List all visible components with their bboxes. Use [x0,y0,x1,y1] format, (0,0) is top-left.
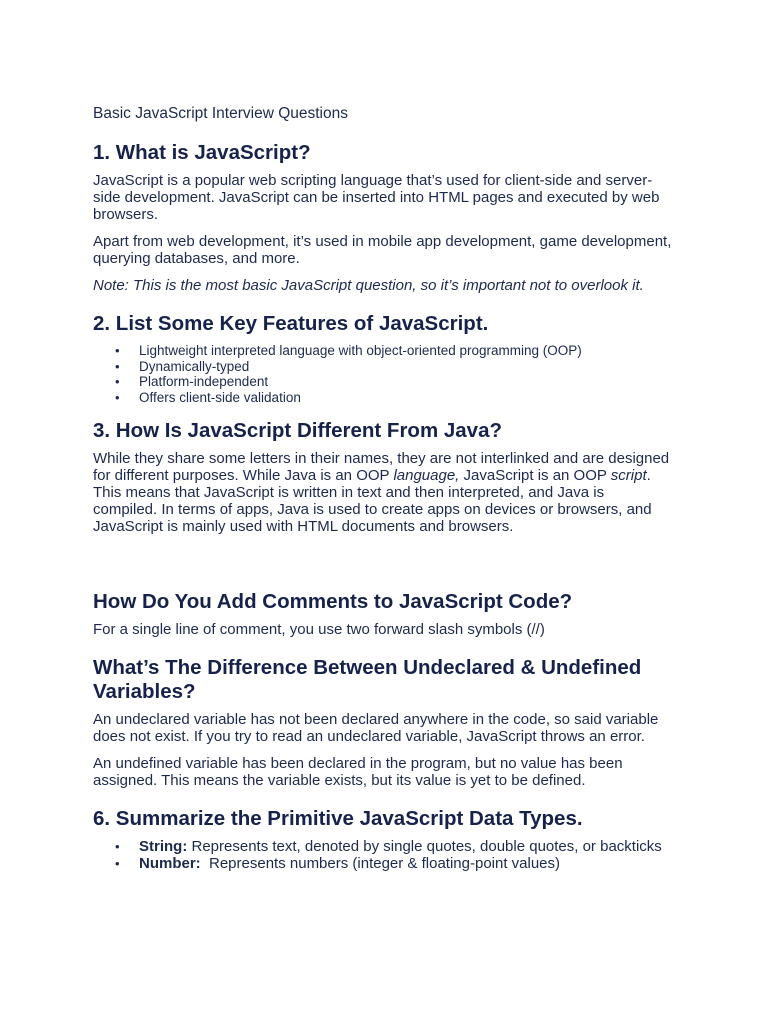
section-key-features [93,312,672,405]
emphasis-script: script [610,467,647,484]
heading-js-vs-java: 3. How Is JavaScript Different From Java? [93,419,502,442]
text-run: While they share some letters in their names, they are not interlinked and are designed for different purposes. While Java is an OOP [93,450,670,484]
paragraph-js-uses: Apart from web development, it’s used in mobile app development, game development, querying databases, and more. [93,233,672,267]
note-basic-question: Note: This is the most basic JavaScript question, so it’s important not to overlook it. [93,277,644,294]
list-item: • Dynamically-typed [139,359,672,375]
list-item: • Platform-independent [139,374,672,390]
paragraph-undeclared: An undeclared variable has not been declared anywhere in the code, so said variable does not exist. If you try to read an undeclared variable, JavaScript throws an error. [93,711,659,745]
heading-comments: How Do You Add Comments to JavaScript Code? [93,590,573,613]
list-item [139,855,672,872]
section-undeclared-undefined [93,656,672,789]
paragraph-js-vs-java [93,450,672,535]
heading-what-is-javascript: 1. What is JavaScript? [93,141,311,164]
section-what-is-javascript [93,141,672,294]
list-item: • Offers client-side validation [139,390,672,406]
spacer [93,545,672,590]
paragraph-comments: For a single line of comment, you use two forward slash symbols (//) [93,621,545,638]
text-run: . This means that JavaScript is written in text and then interpreted, and Java is compiled. In terms of apps, Java is used to create apps on devices or browsers, and JavaScript is mainly used with HTML documents and browsers. [93,467,652,535]
heading-primitive-types: 6. Summarize the Primitive JavaScript Data Types. [93,807,583,830]
emphasis-language: language, [393,467,460,484]
paragraph-js-definition: JavaScript is a popular web scripting language that’s used for client-side and server-side development. JavaScript can be inserted into HTML pages and executed by web browsers. [93,172,660,223]
term-number: Number: [139,855,201,872]
section-comments [93,590,672,638]
list-item [139,838,672,855]
desc-number: Represents numbers (integer & floating-point values) [200,855,561,872]
document-title: Basic JavaScript Interview Questions [93,105,348,122]
text-run: JavaScript is an OOP [459,467,611,484]
paragraph-undefined: An undefined variable has been declared in the program, but no value has been assigned. This means the variable exists, but its value is yet to be defined. [93,755,623,789]
heading-undeclared-undefined: What’s The Difference Between Undeclared & Undefined Variables? [93,656,642,703]
list-item: • Lightweight interpreted language with object-oriented programming (OOP) [139,343,672,359]
heading-key-features: 2. List Some Key Features of JavaScript. [93,312,489,335]
section-js-vs-java [93,419,672,535]
desc-string: Represents text, denoted by single quotes, double quotes, or backticks [187,838,662,855]
section-primitive-types [93,807,672,872]
features-list [93,343,672,405]
types-list [93,838,672,872]
term-string: String: [139,838,188,855]
